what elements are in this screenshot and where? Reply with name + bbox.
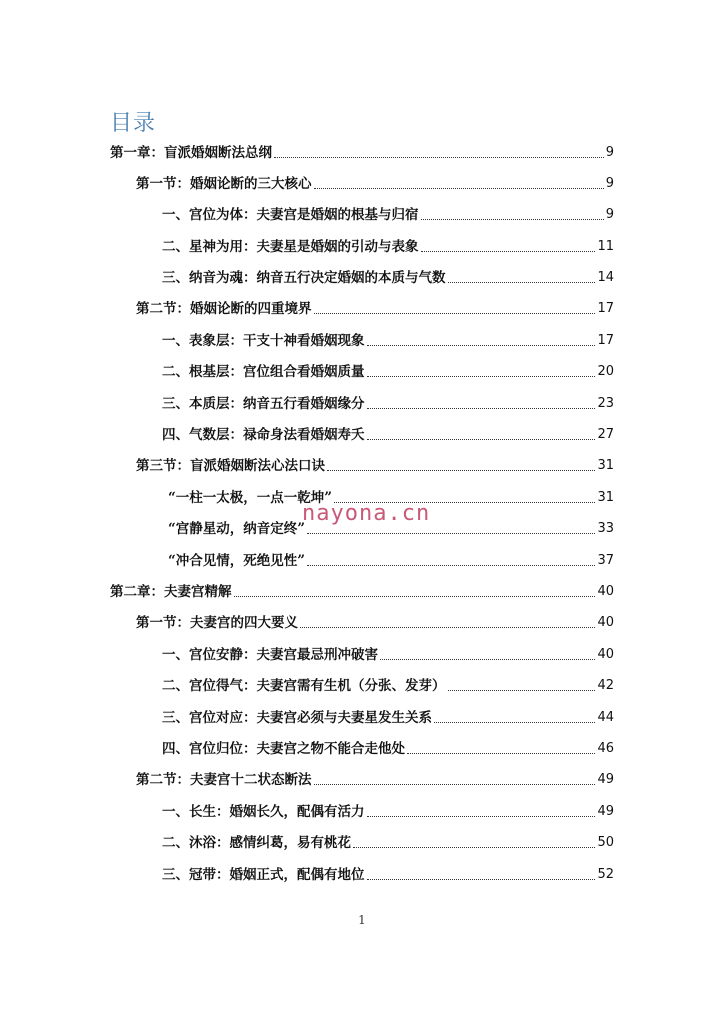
toc-entry-page: 31 [597,458,614,473]
dot-leader [314,784,596,785]
toc-entry-subsection[interactable] [162,707,614,727]
dot-leader [434,722,595,723]
toc-entry-chapter-2[interactable] [110,581,614,601]
toc-entry-page: 9 [605,176,614,191]
dot-leader [300,627,595,628]
dot-leader [314,313,596,314]
toc-entry-subsection[interactable] [162,236,614,256]
dot-leader [353,847,595,848]
toc-entry-section[interactable] [136,298,614,318]
toc-entry-subsection[interactable] [162,801,614,821]
dot-leader [421,219,604,220]
toc-entry-subsection[interactable] [162,832,614,852]
toc-entry-page: 49 [597,804,614,819]
toc-entry-label: 第一章：盲派婚姻断法总纲 [110,145,272,161]
toc-entry-page: 49 [597,772,614,787]
toc-entry-label: 第二节：婚姻论断的四重境界 [136,301,312,317]
toc-entry-label: “宫静星动，纳音定终” [168,521,306,537]
dot-leader [448,690,596,691]
toc-entry-subsection[interactable] [162,738,614,758]
toc-entry-subsection[interactable] [168,550,614,570]
toc-entry-page: 11 [597,239,614,254]
toc-entry-label: 第二章：夫妻宫精解 [110,584,232,600]
toc-entry-page: 31 [597,490,614,505]
dot-leader [367,408,596,409]
dot-leader [327,470,595,471]
toc-entry-page: 23 [597,396,614,411]
toc-entry-subsection[interactable] [162,424,614,444]
toc-entry-label: 二、根基层：宫位组合看婚姻质量 [162,364,365,380]
toc-entry-label: 三、本质层：纳音五行看婚姻缘分 [162,396,365,412]
toc-entry-subsection[interactable] [162,393,614,413]
toc-entry-page: 17 [597,301,614,316]
toc-entry-label: 第一节：婚姻论断的三大核心 [136,176,312,192]
toc-entry-label: “冲合见情，死绝见性” [168,553,306,569]
dot-leader [307,565,595,566]
toc-entry-label: 三、冠带：婚姻正式，配偶有地位 [162,867,365,883]
toc-entry-page: 17 [597,333,614,348]
toc-entry-label: 二、沐浴：感情纠葛，易有桃花 [162,835,351,851]
toc-entry-page: 27 [597,427,614,442]
toc-entry-section[interactable] [136,173,614,193]
page-number: 1 [358,913,366,927]
toc-entry-label: 一、长生：婚姻长久，配偶有活力 [162,804,365,820]
dot-leader [314,188,604,189]
dot-leader [407,753,595,754]
toc-entry-page: 14 [597,270,614,285]
toc-entry-page: 52 [597,867,614,882]
toc-entry-section[interactable] [136,612,614,632]
dot-leader [367,345,596,346]
dot-leader [274,157,604,158]
toc-entry-label: 第二节：夫妻宫十二状态断法 [136,772,312,788]
toc-entry-label: 四、宫位归位：夫妻宫之物不能合走他处 [162,741,405,757]
toc-entry-subsection[interactable] [162,644,614,664]
toc-entry-section[interactable] [136,769,614,789]
toc-entry-page: 44 [597,710,614,725]
toc-entry-label: 三、纳音为魂：纳音五行决定婚姻的本质与气数 [162,270,446,286]
toc-entry-subsection[interactable] [162,675,614,695]
toc-entry-label: “一柱一太极，一点一乾坤” [168,490,333,506]
dot-leader [380,659,595,660]
dot-leader [234,596,596,597]
toc-entry-chapter-1[interactable] [110,142,614,162]
toc-entry-page: 42 [597,678,614,693]
toc-entry-label: 一、表象层：干支十神看婚姻现象 [162,333,365,349]
toc-entry-page: 20 [597,364,614,379]
toc-entry-page: 40 [597,615,614,630]
toc-entry-label: 一、宫位安静：夫妻宫最忌刑冲破害 [162,647,378,663]
toc-entry-page: 9 [605,207,614,222]
dot-leader [448,282,596,283]
toc-entry-page: 9 [605,145,614,160]
toc-entry-subsection[interactable] [162,864,614,884]
toc-entry-label: 一、宫位为体：夫妻宫是婚姻的根基与归宿 [162,207,419,223]
toc-entry-subsection[interactable] [162,361,614,381]
toc-entry-label: 第三节：盲派婚姻断法心法口诀 [136,458,325,474]
dot-leader [307,533,595,534]
toc-entry-page: 40 [597,647,614,662]
toc-entry-subsection[interactable] [162,267,614,287]
watermark: nayona.cn [302,501,431,526]
toc-entry-subsection[interactable] [162,204,614,224]
dot-leader [367,376,596,377]
toc-entry-label: 第一节：夫妻宫的四大要义 [136,615,298,631]
toc-entry-label: 四、气数层：禄命身法看婚姻寿夭 [162,427,365,443]
toc-entry-page: 46 [597,741,614,756]
dot-leader [367,879,596,880]
toc-entry-label: 二、星神为用：夫妻星是婚姻的引动与表象 [162,239,419,255]
toc-entry-page: 37 [597,553,614,568]
toc-entry-subsection[interactable] [162,330,614,350]
toc-title: 目录 [110,111,157,136]
toc-entry-page: 50 [597,835,614,850]
toc-entry-label: 二、宫位得气：夫妻宫需有生机（分张、发芽） [162,678,446,694]
dot-leader [367,439,596,440]
toc-entry-section[interactable] [136,455,614,475]
dot-leader [367,816,596,817]
dot-leader [421,251,596,252]
toc-entry-page: 33 [597,521,614,536]
toc-entry-label: 三、宫位对应：夫妻宫必须与夫妻星发生关系 [162,710,432,726]
toc-entry-page: 40 [597,584,614,599]
